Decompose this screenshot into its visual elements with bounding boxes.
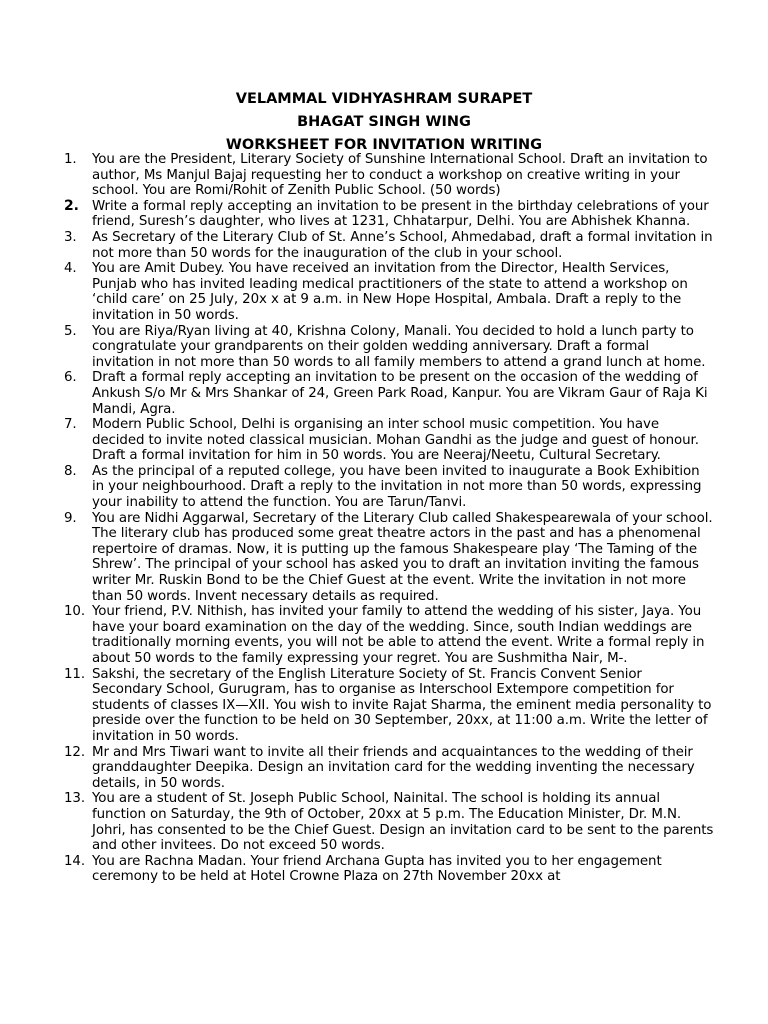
item-number: 5.: [64, 323, 77, 339]
list-item: [64, 511, 714, 605]
item-text: Mr and Mrs Tiwari want to invite all their friends and acquaintances to the wedding of their granddaughter Deepika. Design an invitation card for the wedding inventing the necessary details, in 50 words.: [92, 744, 695, 791]
list-item: [64, 152, 714, 199]
list-item: [64, 464, 714, 511]
school-name: VELAMMAL VIDHYASHRAM SURAPET: [235, 91, 533, 107]
list-item: [64, 791, 714, 853]
item-number: 1.: [64, 152, 77, 167]
list-item: [64, 261, 714, 323]
list-item: [64, 417, 714, 464]
item-text: You are Amit Dubey. You have received an invitation from the Director, Health Services, Punjab who has invited leading medical practitioners of the state to attend a workshop on ‘child care’ on 25 July, 20x x at 9 a.m. in New Hope Hospital, Ambala. Draft a reply to the invitation in 50 words.: [92, 261, 688, 323]
item-number: 7.: [64, 417, 77, 433]
list-item: [64, 854, 714, 885]
item-text: You are the President, Literary Society of Sunshine International School. Draft an invitation to author, Ms Manjul Bajaj requesting her to conduct a workshop on creative writing in your school. You are Romi/Rohit of Zenith Public School. (50 words): [92, 152, 708, 199]
item-number: 12.: [64, 744, 85, 760]
item-number: 8.: [64, 463, 77, 479]
worksheet-title: WORKSHEET FOR INVITATION WRITING: [225, 137, 543, 153]
item-text: Draft a formal reply accepting an invitation to be present on the occasion of the wedding of Ankush S/o Mr & Mrs Shankar of 24, Green Park Road, Kanpur. You are Vikram Gaur of Raja Ki Mandi, Agra.: [92, 370, 708, 417]
item-number: 11.: [64, 666, 85, 682]
item-text: As the principal of a reputed college, you have been invited to inaugurate a Book Exhibition in your neighbourhood. Draft a reply to the invitation in not more than 50 words, expressing your inability to attend the function. You are Tarun/Tanvi.: [92, 463, 702, 511]
item-text: Write a formal reply accepting an invitation to be present in the birthday celebrations of your friend, Suresh’s daughter, who lives at 1231, Chhatarpur, Delhi. You are Abhishek Khanna.: [92, 198, 709, 230]
item-number: 2.: [64, 197, 79, 214]
list-item: [64, 199, 714, 230]
item-text: Modern Public School, Delhi is organising an inter school music competition. You have decided to invite noted classical musician. Mohan Gandhi as the judge and guest of honour. Draft a formal invitation for him in 50 words. You are Neeraj/Neetu, Cultural Secretary.: [92, 417, 699, 464]
item-text: You are a student of St. Joseph Public School, Nainital. The school is holding its annual function on Saturday, the 9th of October, 20xx at 5 p.m. The Education Minister, Dr. M.N. Johri, has consented to be the Chief Guest. Design an invitation card to be sent to the parents and other invitees. Do not exceed 50 words.: [92, 791, 714, 854]
item-text: You are Nidhi Aggarwal, Secretary of the Literary Club called Shakespearewala of your school. The literary club has produced some great theatre actors in the past and has a phenomenal repertoire of dramas. Now, it is putting up the famous Shakespeare play ‘The Taming of the Shrew’. The principal of your school has asked you to draft an invitation inviting the famous writer Mr. Ruskin Bond to be the Chief Guest at the event. Write the invitation in not more than 50 words. Invent necessary details as required.: [92, 510, 713, 604]
item-text: Your friend, P.V. Nithish, has invited your family to attend the wedding of his sister, Jaya. You have your board examination on the day of the wedding. Since, south Indian weddings are traditionally morning events, you will not be able to attend the event. Write a formal reply in about 50 words to the family expressing your regret. You are Sushmitha Nair, M-.: [92, 604, 705, 666]
question-list: [64, 152, 714, 885]
list-item: [64, 604, 714, 666]
wing-name: BHAGAT SINGH WING: [297, 114, 471, 130]
item-text: Sakshi, the secretary of the English Literature Society of St. Francis Convent Senior Secondary School, Gurugram, has to organise as Interschool Extempore competition for students of classes IX—XII. You wish to invite Rajat Sharma, the eminent media personality to preside over the function to be held on 30 September, 20xx, at 11:00 a.m. Write the letter of invitation in 50 words.: [92, 666, 712, 744]
item-number: 13.: [64, 791, 85, 807]
list-item: [64, 667, 714, 745]
list-item: [64, 745, 714, 792]
item-text: As Secretary of the Literary Club of St. Anne’s School, Ahmedabad, draft a formal invitation in not more than 50 words for the inauguration of the club in your school.: [92, 229, 713, 261]
list-item: [64, 230, 714, 261]
item-number: 10.: [64, 604, 85, 620]
item-text: You are Riya/Ryan living at 40, Krishna Colony, Manali. You decided to hold a lunch party to congratulate your grandparents on their golden wedding anniversary. Draft a formal invitation in not more than 50 words to all family members to attend a grand lunch at home.: [92, 323, 706, 370]
document-header: [0, 88, 768, 157]
list-item: [64, 370, 714, 417]
item-number: 9.: [64, 510, 77, 526]
item-text: You are Rachna Madan. Your friend Archana Gupta has invited you to her engagement ceremony to be held at Hotel Crowne Plaza on 27th November 20xx at: [92, 853, 662, 885]
item-number: 14.: [64, 853, 85, 869]
item-number: 6.: [64, 370, 77, 386]
item-number: 3.: [64, 229, 77, 245]
item-number: 4.: [64, 261, 77, 277]
list-item: [64, 324, 714, 371]
